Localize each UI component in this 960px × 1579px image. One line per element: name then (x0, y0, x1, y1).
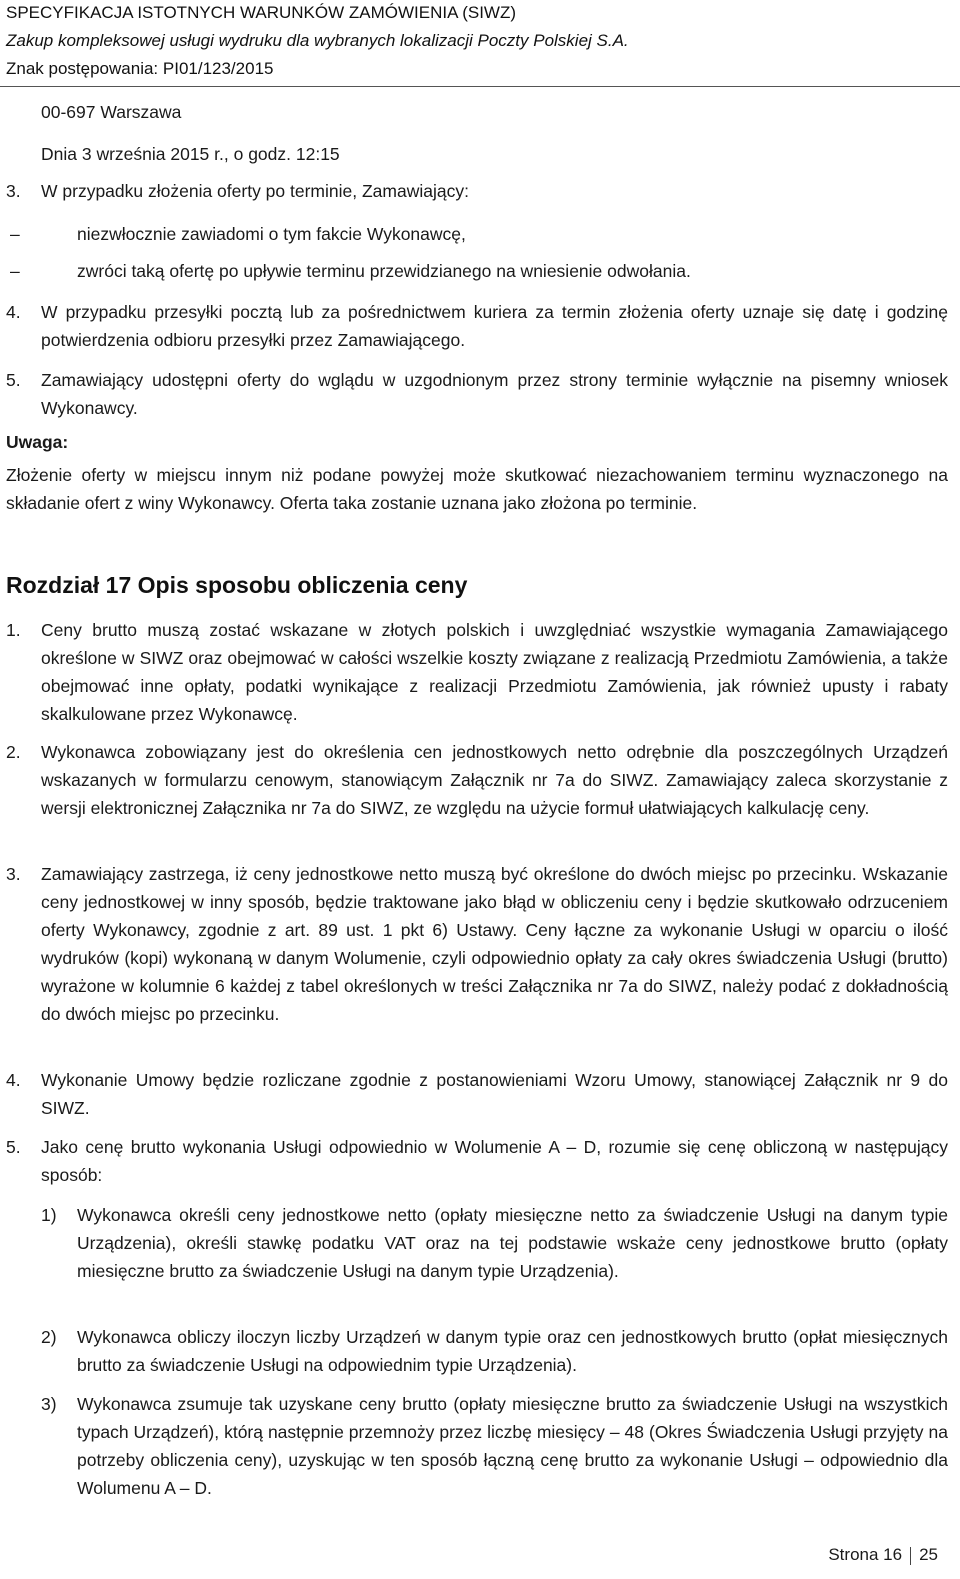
item-number: 5. (6, 370, 21, 390)
item-text: W przypadku złożenia oferty po terminie, Zamawiający: (41, 181, 469, 201)
paragraph-number: 1. (6, 620, 21, 640)
item-number: 3. (6, 181, 21, 201)
dash-bullet: – (10, 224, 20, 244)
paragraph-number: 5. (6, 1137, 21, 1157)
page-total: 25 (919, 1545, 938, 1564)
page-number-label: Strona 16 (828, 1545, 903, 1564)
chapter-heading: Rozdział 17 Opis sposobu obliczenia ceny (6, 572, 468, 598)
dash-bullet: – (10, 261, 20, 281)
paragraph-text: Wykonanie Umowy będzie rozliczane zgodnie z postanowieniami Wzoru Umowy, stanowiącej Załącznik nr 9 do SIWZ. (41, 1070, 948, 1118)
paragraph-text: Jako cenę brutto wykonania Usługi odpowiednio w Wolumenie A – D, rozumie się cenę obliczoną w następujący sposób: (41, 1137, 948, 1185)
header-reference: Znak postępowania: PI01/123/2015 (6, 59, 274, 78)
dash-item-text: zwróci taką ofertę po upływie terminu przewidzianego na wniesienie odwołania. (77, 261, 691, 281)
page-footer (828, 1544, 938, 1565)
sub-item-text: Wykonawca określi ceny jednostkowe netto (opłaty miesięczne netto za świadczenie Usługi na danym typie Urządzenia), określi stawkę podatku VAT oraz na tej podstawie wskaże ceny jednostkowe brutto (opłaty miesięczne brutto za świadczenie Usługi na danym typie Urządzenia). (77, 1205, 948, 1281)
footer-separator (910, 1547, 911, 1565)
sub-item-number: 2) (41, 1327, 57, 1347)
header-divider (0, 86, 960, 87)
paragraph-text: Wykonawca zobowiązany jest do określenia cen jednostkowych netto odrębnie dla poszczególnych Urządzeń wskazanych w formularzu cenowym, stanowiącym Załącznik nr 7a do SIWZ. Zamawiający zaleca skorzystanie z wersji elektronicznej Załącznika nr 7a do SIWZ, ze względu na użycie formuł ułatwiających kalkulację ceny. (41, 742, 948, 818)
sub-item-number: 3) (41, 1394, 57, 1414)
sub-item-text: Wykonawca obliczy iloczyn liczby Urządzeń w danym typie oraz cen jednostkowych brutto (opłat miesięcznych brutto za świadczenie Usługi na odpowiednim typie Urządzenia). (77, 1327, 948, 1375)
note-text: Złożenie oferty w miejscu innym niż podane powyżej może skutkować niezachowaniem terminu wyznaczonego na składanie ofert z winy Wykonawcy. Oferta taka zostanie uznana jako złożona po terminie. (6, 465, 948, 513)
address-line: 00-697 Warszawa (41, 102, 182, 122)
item-text: Zamawiający udostępni oferty do wglądu w uzgodnionym przez strony terminie wyłącznie na pisemny wniosek Wykonawcy. (41, 370, 948, 418)
paragraph-number: 2. (6, 742, 21, 762)
sub-item-number: 1) (41, 1205, 57, 1225)
sub-item-text: Wykonawca zsumuje tak uzyskane ceny brutto (opłaty miesięczne brutto za świadczenie Usługi na wszystkich typach Urządzeń), którą następnie przemnoży przez liczbę miesięcy – 48 (Okres Świadczenia Usługi przyjęty na potrzeby obliczenia ceny), uzyskując w ten sposób łączną cenę brutto za wykonanie Usługi – odpowiednio dla Wolumenu A – D. (77, 1394, 948, 1498)
paragraph-text: Zamawiający zastrzega, iż ceny jednostkowe netto muszą być określone do dwóch miejsc po przecinku. Wskazanie ceny jednostkowej w inny sposób, będzie traktowane jako błąd w obliczeniu ceny i będzie skutkowało odrzuceniem oferty Wykonawcy, zgodnie z art. 89 ust. 1 pkt 6) Ustawy. Ceny łączne za wykonanie Usługi w oparciu o ilość wydruków (kopi) wykonaną w danym Wolumenie, czyli odpowiednio opłaty za cały okres świadczenia Usługi (brutto) wyrażone w kolumnie 6 każdej z tabel określonych w treści Załącznika nr 7a do SIWZ, należy podać z dokładnością do dwóch miejsc po przecinku. (41, 864, 948, 1024)
paragraph-text: Ceny brutto muszą zostać wskazane w złotych polskich i uwzględniać wszystkie wymagania Zamawiającego określone w SIWZ oraz obejmować w całości wszelkie koszty związane z realizacją Przedmiotu Zamówienia, a także obejmować inne opłaty, podatki wynikające z realizacji Przedmiotu Zamówienia, jak również upusty i rabaty skalkulowane przez Wykonawcę. (41, 620, 948, 724)
paragraph-number: 3. (6, 864, 21, 884)
paragraph-number: 4. (6, 1070, 21, 1090)
item-number: 4. (6, 302, 21, 322)
date-line: Dnia 3 września 2015 r., o godz. 12:15 (41, 144, 340, 164)
note-label: Uwaga: (6, 432, 69, 452)
item-text: W przypadku przesyłki pocztą lub za pośrednictwem kuriera za termin złożenia oferty uznaje się datę i godzinę potwierdzenia odbioru przesyłki przez Zamawiającego. (41, 302, 948, 350)
header-subtitle: Zakup kompleksowej usługi wydruku dla wybranych lokalizacji Poczty Polskiej S.A. (6, 31, 629, 50)
header-title: SPECYFIKACJA ISTOTNYCH WARUNKÓW ZAMÓWIENIA (SIWZ) (6, 3, 517, 22)
dash-item-text: niezwłocznie zawiadomi o tym fakcie Wykonawcę, (77, 224, 466, 244)
